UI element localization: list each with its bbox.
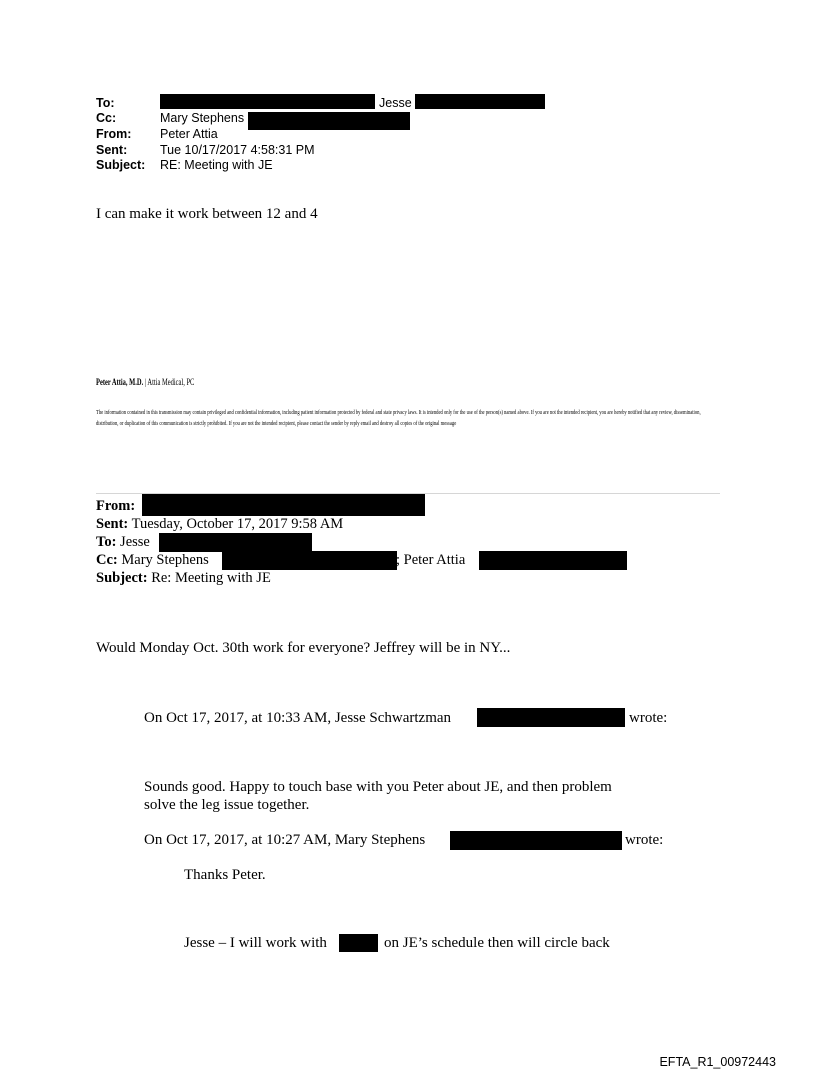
header-cc-value: Mary Stephens xyxy=(160,111,245,125)
fwd-subject-row xyxy=(96,569,271,587)
fwd-to-value: Jesse xyxy=(116,534,150,550)
quote-mary-intro: On Oct 17, 2017, at 10:27 AM, Mary Stephens xyxy=(144,832,426,848)
redaction-mary-name xyxy=(339,934,378,952)
quote-mary-thanks: Thanks Peter. xyxy=(184,867,266,883)
redaction-jesse-email xyxy=(477,708,625,727)
reply-body: I can make it work between 12 and 4 xyxy=(96,206,318,222)
document-id: EFTA_R1_00972443 xyxy=(659,1055,776,1069)
quote-jesse-line2: solve the leg issue together. xyxy=(144,797,310,813)
redaction-mary-email xyxy=(450,831,622,850)
fwd-from-label: From: xyxy=(96,498,136,514)
fwd-subject-value: Re: Meeting with JE xyxy=(147,570,271,586)
redaction-fwd-to xyxy=(159,533,312,552)
header-to-label: To: xyxy=(96,96,115,110)
fwd-subject-label: Subject: xyxy=(96,570,148,586)
fwd-cc-peter: ; Peter Attia xyxy=(396,552,466,568)
message-monday: Would Monday Oct. 30th work for everyone? Jeffrey will be in NY... xyxy=(96,640,511,656)
fwd-cc-row xyxy=(96,551,209,569)
fwd-sent-row xyxy=(96,515,343,533)
header-to-name-text: Jesse xyxy=(379,96,412,110)
redaction-to-2 xyxy=(415,94,545,109)
fwd-to-row xyxy=(96,533,150,551)
signature-line xyxy=(96,377,194,388)
quote-mary-jesse-end: on JE’s schedule then will circle back xyxy=(384,935,610,951)
signature-disclaimer: The information contained in this transmission may contain privileged and confidential information, including patient information protected by federal and state privacy laws. It is intended only for the use of the person(s) named above. If you are not the intended recipient, you are hereby notified that any review, dissemination, distribution, or duplication of this communication is strictly prohibited. If you are not the intended recipient, please contact the sender by reply email and destroy all copies of the original message xyxy=(96,409,701,427)
redaction-cc xyxy=(248,112,410,130)
header-sent-label: Sent: xyxy=(96,143,128,157)
fwd-to-label: To: xyxy=(96,534,117,550)
signature-separator: | xyxy=(143,377,148,387)
header-subject-value: RE: Meeting with JE xyxy=(160,158,273,172)
fwd-cc-label: Cc: xyxy=(96,552,118,568)
fwd-cc-value: Mary Stephens xyxy=(117,552,209,568)
header-sent-value: Tue 10/17/2017 4:58:31 PM xyxy=(160,143,315,157)
redaction-fwd-cc-1 xyxy=(222,551,397,570)
quote-mary-jesse-start: Jesse – I will work with xyxy=(184,935,327,951)
quote-jesse-intro: On Oct 17, 2017, at 10:33 AM, Jesse Schwartzman xyxy=(144,710,452,726)
quote-jesse-wrote: wrote: xyxy=(629,710,668,726)
header-cc-label: Cc: xyxy=(96,111,117,125)
fwd-sent-label: Sent: xyxy=(96,516,129,532)
redaction-to-1 xyxy=(160,94,375,109)
quote-mary-wrote: wrote: xyxy=(625,832,664,848)
fwd-sent-value: Tuesday, October 17, 2017 9:58 AM xyxy=(128,516,344,532)
signature-name: Peter Attia, M.D. xyxy=(96,377,144,387)
fwd-from-row xyxy=(96,497,135,515)
redaction-fwd-from xyxy=(142,494,425,516)
header-from-value: Peter Attia xyxy=(160,127,218,141)
header-from-label: From: xyxy=(96,127,132,141)
header-to-name xyxy=(379,96,412,111)
signature-org: Attia Medical, PC xyxy=(147,377,195,387)
quote-jesse-line1: Sounds good. Happy to touch base with you Peter about JE, and then problem xyxy=(144,779,612,795)
redaction-fwd-cc-2 xyxy=(479,551,627,570)
header-subject-label: Subject: xyxy=(96,158,146,172)
